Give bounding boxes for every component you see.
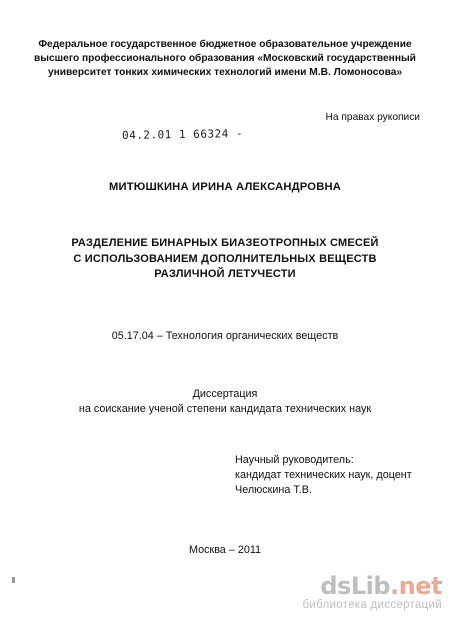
- thesis-title-line-3: РАЗЛИЧНОЙ ЛЕТУЧЕСТИ: [154, 268, 296, 280]
- institution-header: [0, 38, 450, 80]
- supervisor-block: [235, 453, 412, 498]
- institution-line-2: высшего профессионального образования «Московский государственный: [34, 53, 416, 64]
- watermark-logo: [302, 573, 442, 599]
- supervisor-degree: кандидат технических наук, доцент: [235, 469, 412, 481]
- watermark-subtitle: библиотека диссертаций: [302, 599, 442, 611]
- institution-line-3: университет тонких химических технологий имени М.В. Ломоносова»: [47, 67, 403, 78]
- watermark-logo-tld: .net: [390, 572, 442, 600]
- institution-line-1: Федеральное государственное бюджетное образовательное учреждение: [38, 39, 412, 50]
- margin-mark: [12, 577, 15, 583]
- stamp-number: 04.2.01 1 66324 -: [121, 126, 244, 143]
- watermark-logo-main: dsLib: [320, 572, 391, 600]
- specialty: 05.17.04 – Технология органических веществ: [111, 330, 339, 342]
- city-year: Москва – 2011: [188, 544, 262, 556]
- watermark: [302, 573, 442, 612]
- thesis-degree: на соискание ученой степени кандидата технических наук: [78, 403, 372, 415]
- rights-note: На правах рукописи: [325, 112, 420, 123]
- thesis-type-label: Диссертация: [192, 388, 258, 400]
- author-name: МИТЮШКИНА ИРИНА АЛЕКСАНДРОВНА: [108, 181, 342, 193]
- thesis-title: [0, 236, 450, 283]
- thesis-title-line-2: С ИСПОЛЬЗОВАНИЕМ ДОПОЛНИТЕЛЬНЫХ ВЕЩЕСТВ: [73, 252, 377, 265]
- thesis-type: [0, 387, 450, 417]
- thesis-title-line-1: РАЗДЕЛЕНИЕ БИНАРНЫХ БИАЗЕОТРОПНЫХ СМЕСЕЙ: [71, 237, 379, 249]
- supervisor-name: Челюскина Т.В.: [235, 484, 312, 496]
- supervisor-label: Научный руководитель:: [235, 454, 354, 466]
